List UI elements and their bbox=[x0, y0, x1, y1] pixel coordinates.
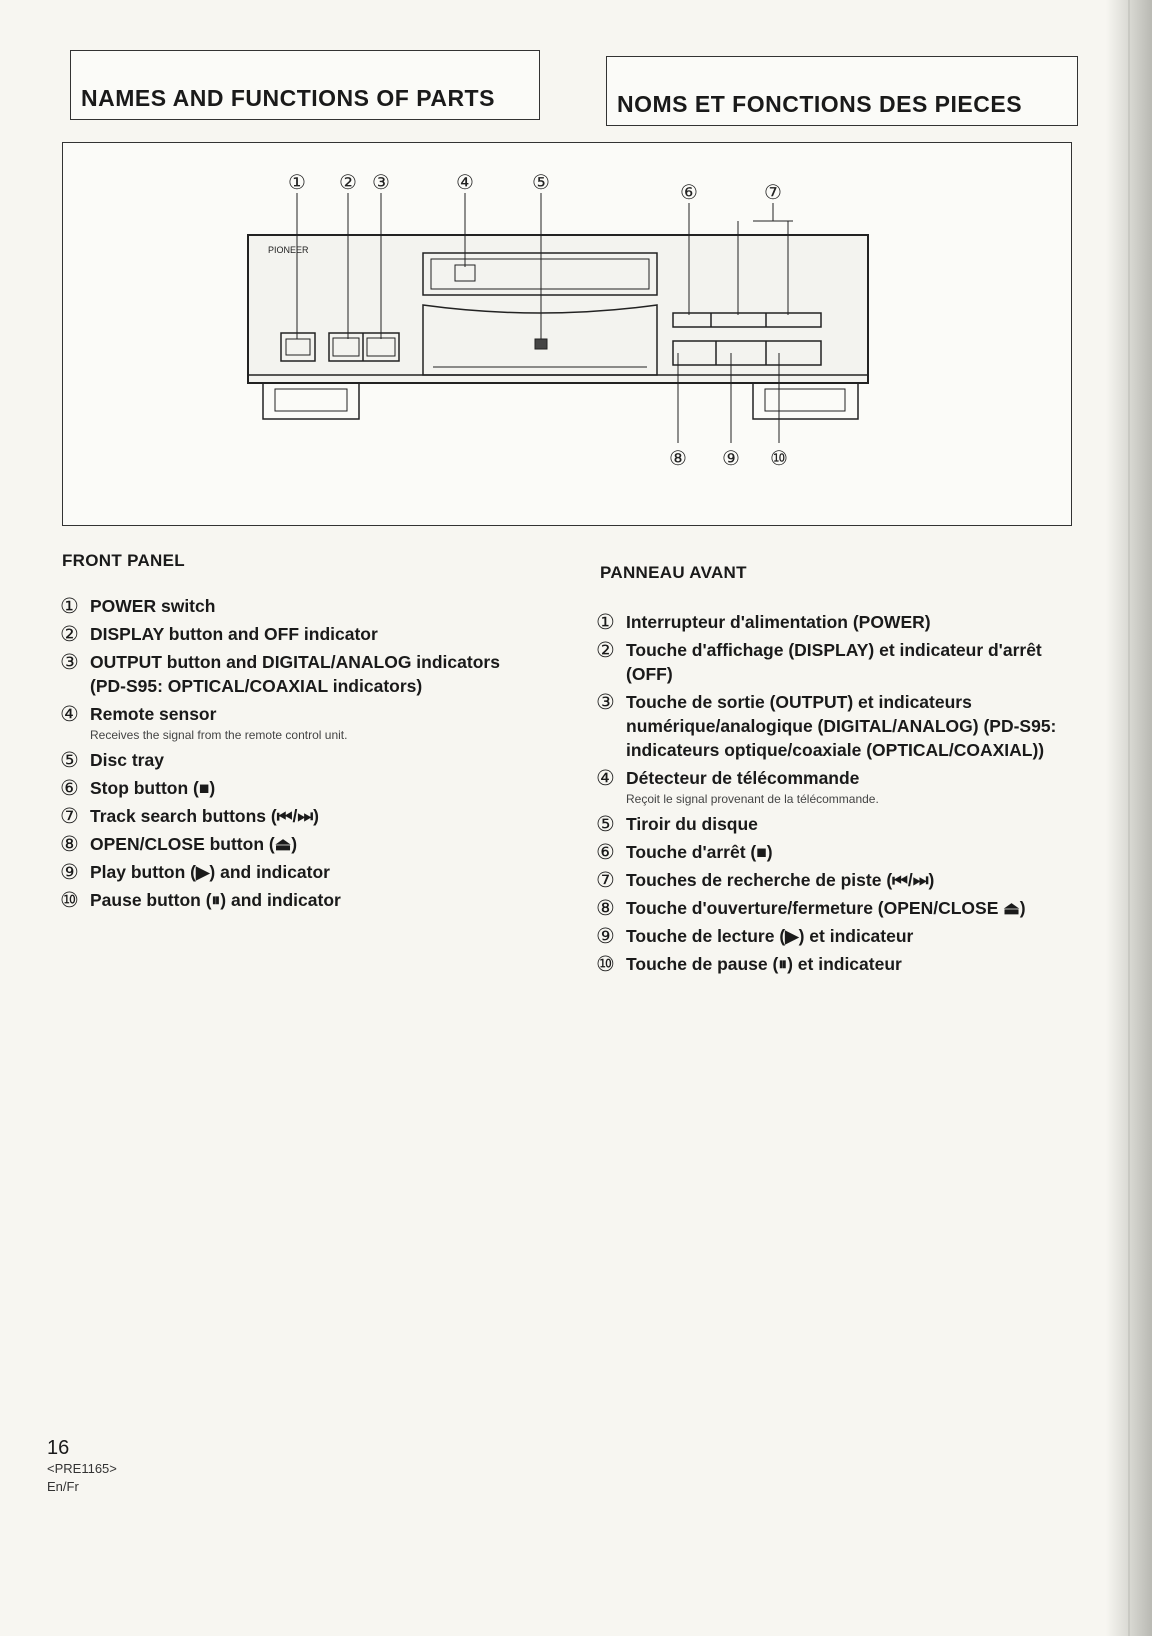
list-item bbox=[596, 896, 1066, 920]
list-item bbox=[60, 748, 530, 772]
list-item bbox=[60, 860, 530, 884]
heading-front-panel: FRONT PANEL bbox=[62, 551, 185, 570]
item-text: Remote sensor bbox=[90, 704, 217, 724]
list-item bbox=[60, 702, 530, 744]
callout-3: ③ bbox=[372, 170, 390, 194]
callout-9: ⑨ bbox=[722, 446, 740, 470]
item-number: ⑦ bbox=[60, 804, 79, 828]
item-text: Track search buttons (⏮/⏭) bbox=[90, 806, 319, 826]
item-number: ⑤ bbox=[60, 748, 79, 772]
callout-2: ② bbox=[339, 170, 357, 194]
item-number: ⑦ bbox=[596, 868, 615, 892]
list-item bbox=[596, 690, 1066, 762]
item-note: Receives the signal from the remote control unit. bbox=[90, 728, 348, 742]
item-number: ⑩ bbox=[60, 888, 79, 912]
callout-4: ④ bbox=[456, 170, 474, 194]
item-text: Touche d'ouverture/fermeture (OPEN/CLOSE ⏏) bbox=[626, 898, 1026, 918]
item-text: Pause button (⏸) and indicator bbox=[90, 890, 341, 910]
item-number: ① bbox=[596, 610, 615, 634]
list-item bbox=[596, 868, 1066, 892]
item-text: Touche de sortie (OUTPUT) et indicateurs numérique/analogique (DIGITAL/ANALOG) (PD-S95: indicateurs optique/coaxiale (OPTICAL/COAXIAL)) bbox=[626, 692, 1057, 760]
list-item bbox=[596, 638, 1066, 686]
item-number: ③ bbox=[596, 690, 615, 714]
item-number: ⑧ bbox=[60, 832, 79, 856]
callout-8: ⑧ bbox=[669, 446, 687, 470]
item-text: Play button (▶) and indicator bbox=[90, 862, 330, 882]
callout-5: ⑤ bbox=[532, 170, 550, 194]
document-code: <PRE1165> bbox=[47, 1461, 117, 1476]
page-number: 16 bbox=[47, 1437, 70, 1459]
list-item bbox=[596, 766, 1066, 808]
item-number: ⑧ bbox=[596, 896, 615, 920]
page-edge-line bbox=[1128, 0, 1130, 1636]
list-item bbox=[60, 888, 530, 912]
item-text: OUTPUT button and DIGITAL/ANALOG indicators (PD-S95: OPTICAL/COAXIAL indicators) bbox=[90, 652, 500, 696]
item-text: Touche d'affichage (DISPLAY) et indicateur d'arrêt (OFF) bbox=[626, 640, 1042, 684]
item-number: ⑨ bbox=[596, 924, 615, 948]
front-panel-illustration bbox=[63, 143, 1073, 527]
item-number: ③ bbox=[60, 650, 79, 674]
item-text: Disc tray bbox=[90, 750, 164, 770]
list-item bbox=[596, 924, 1066, 948]
item-number: ① bbox=[60, 594, 79, 618]
item-text: Touches de recherche de piste (⏮/⏭) bbox=[626, 870, 935, 890]
item-note: Reçoit le signal provenant de la télécommande. bbox=[626, 792, 879, 806]
brand-logo-text: PIONEER bbox=[268, 245, 309, 255]
item-text: Stop button (■) bbox=[90, 778, 216, 798]
item-text: Touche de lecture (▶) et indicateur bbox=[626, 926, 914, 946]
item-number: ⑩ bbox=[596, 952, 615, 976]
item-text: Détecteur de télécommande bbox=[626, 768, 860, 788]
item-text-with-note bbox=[626, 766, 1066, 808]
item-text: POWER switch bbox=[90, 596, 216, 616]
callout-1: ① bbox=[288, 170, 306, 194]
title-french bbox=[606, 56, 1078, 126]
list-item bbox=[60, 776, 530, 800]
callout-7: ⑦ bbox=[764, 180, 782, 204]
item-number: ⑨ bbox=[60, 860, 79, 884]
list-item bbox=[60, 650, 530, 698]
list-item bbox=[596, 610, 1066, 634]
callout-6: ⑥ bbox=[680, 180, 698, 204]
item-text: OPEN/CLOSE button (⏏) bbox=[90, 834, 298, 854]
list-item bbox=[596, 952, 1066, 976]
item-text-with-note bbox=[90, 702, 530, 744]
item-number: ⑥ bbox=[60, 776, 79, 800]
list-item bbox=[596, 840, 1066, 864]
list-item bbox=[60, 622, 530, 646]
list-item bbox=[60, 594, 530, 618]
page-footer bbox=[47, 1436, 117, 1496]
list-item bbox=[596, 812, 1066, 836]
list-item bbox=[60, 804, 530, 828]
title-english-text: NAMES AND FUNCTIONS OF PARTS bbox=[81, 84, 495, 111]
parts-list-english bbox=[60, 594, 530, 916]
item-number: ⑤ bbox=[596, 812, 615, 836]
front-panel-diagram bbox=[62, 142, 1072, 526]
item-number: ④ bbox=[596, 766, 615, 790]
item-number: ② bbox=[60, 622, 79, 646]
title-english bbox=[70, 50, 540, 120]
item-number: ④ bbox=[60, 702, 79, 726]
item-text: Touche de pause (⏸) et indicateur bbox=[626, 954, 902, 974]
list-item bbox=[60, 832, 530, 856]
heading-panneau-avant: PANNEAU AVANT bbox=[600, 563, 747, 582]
callout-10: ⑩ bbox=[770, 446, 788, 470]
item-number: ⑥ bbox=[596, 840, 615, 864]
item-text: Interrupteur d'alimentation (POWER) bbox=[626, 612, 931, 632]
parts-list-french bbox=[596, 610, 1066, 980]
item-text: DISPLAY button and OFF indicator bbox=[90, 624, 378, 644]
item-text: Tiroir du disque bbox=[626, 814, 758, 834]
item-text: Touche d'arrêt (■) bbox=[626, 842, 773, 862]
item-number: ② bbox=[596, 638, 615, 662]
language-code: En/Fr bbox=[47, 1479, 79, 1494]
title-french-text: NOMS ET FONCTIONS DES PIECES bbox=[617, 90, 1023, 117]
